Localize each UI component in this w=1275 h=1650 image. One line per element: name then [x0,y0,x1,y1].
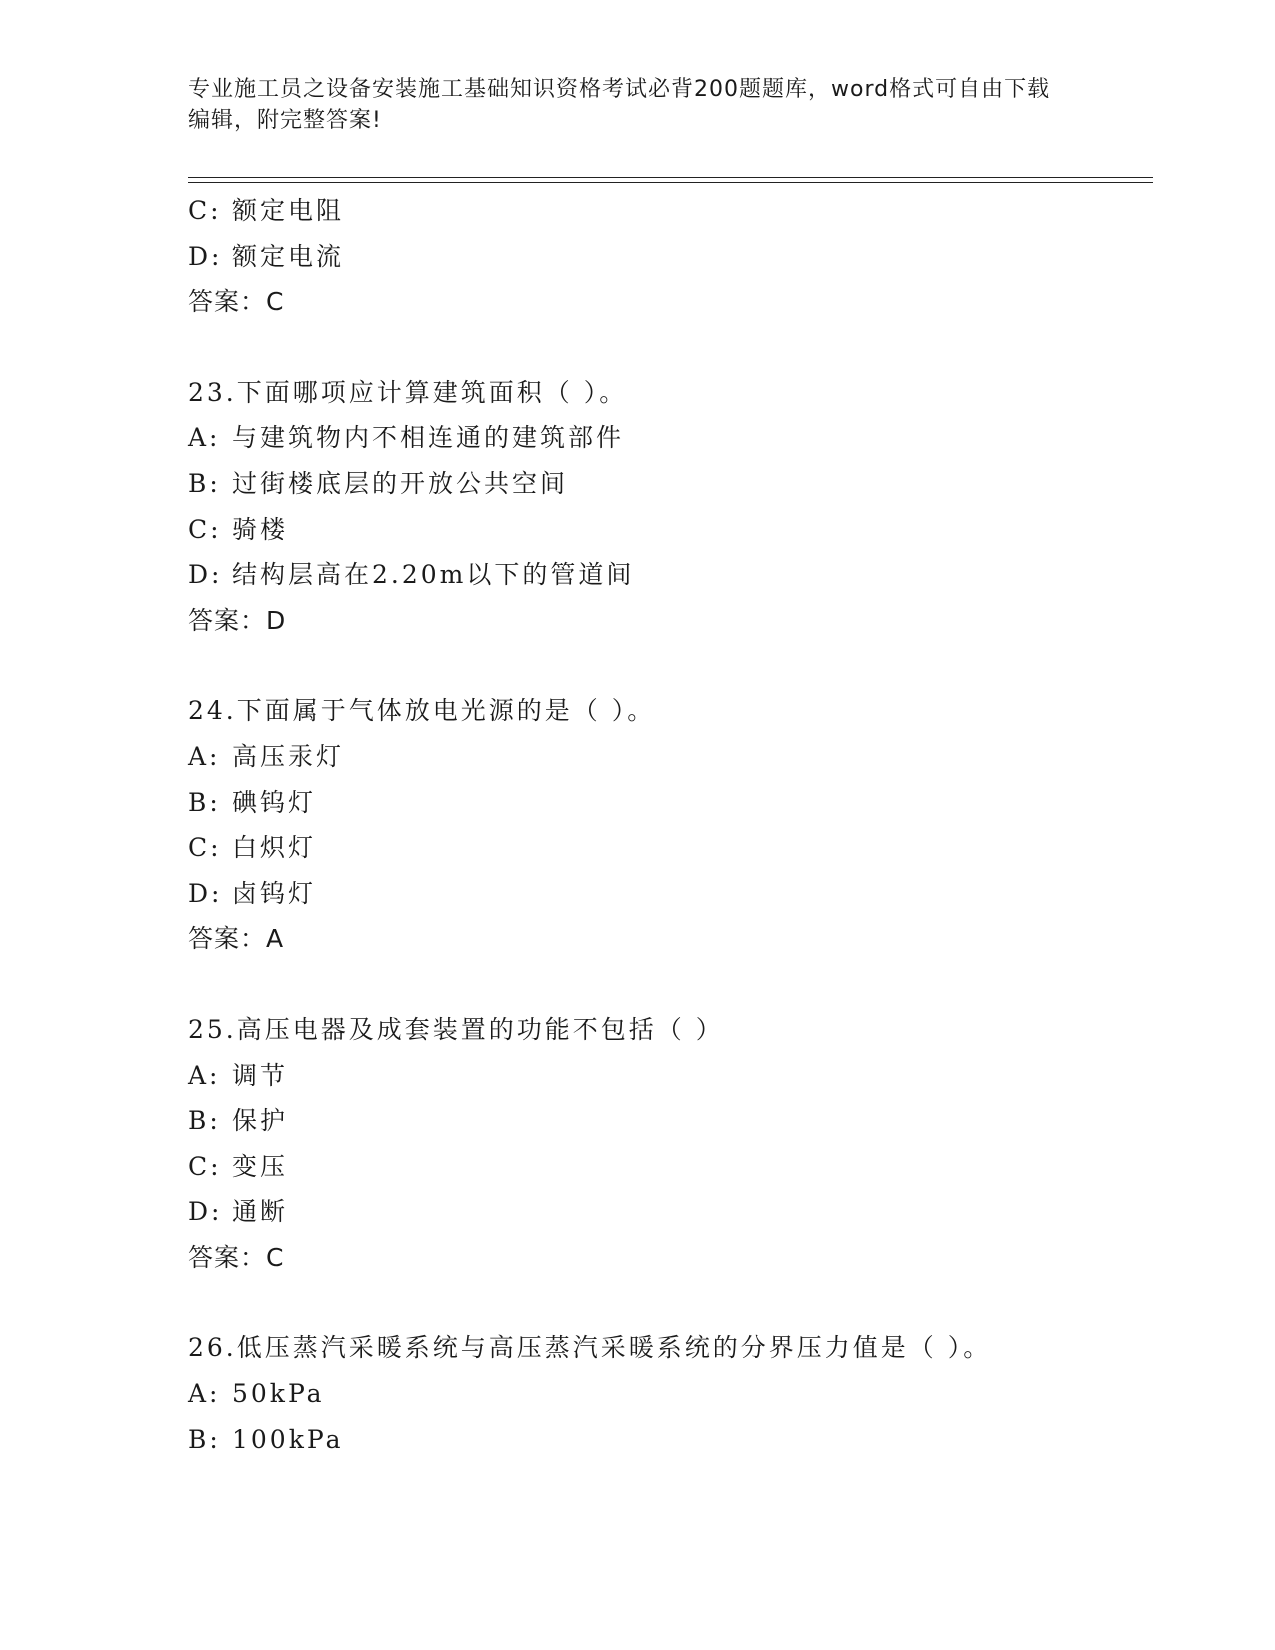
question-stem: 23.下面哪项应计算建筑面积（ ）。 [188,377,628,407]
option-label: C: [188,833,222,863]
option-text: 额定电阻 [232,196,345,225]
header-divider-top [188,177,1153,178]
option-label: D: [188,878,223,908]
header-title: 专业施工员之设备安装施工基础知识资格考试必背200题题库，word格式可自由下载编辑，附完整答案! [188,77,1051,133]
option-c [188,507,1148,553]
option-label: B: [188,787,221,817]
option-a [188,415,1148,461]
question-stem: 25.高压电器及成套装置的功能不包括（ ） [188,1014,724,1044]
option-a [188,1371,1148,1417]
question-list [188,188,1148,1462]
option-text: 额定电流 [232,241,345,271]
option-text: 变压 [232,1151,289,1181]
option-label: B: [188,1106,221,1136]
option-b [188,1417,1148,1463]
answer: 答案：D [188,605,287,635]
option-text: 100kPa [232,1424,344,1454]
option-label: A: [188,423,221,453]
option-d [188,871,1148,917]
option-text: 保护 [232,1106,289,1136]
answer: 答案：C [188,1242,285,1272]
answer: 答案：A [188,924,285,954]
spacer [188,325,1148,370]
option-text: 通断 [232,1197,289,1227]
question-23 [188,370,1148,644]
option-d [188,234,1148,280]
option-b [188,1098,1148,1144]
option-text: 白炽灯 [232,833,317,863]
option-text: 50kPa [232,1379,325,1409]
option-text: 与建筑物内不相连通的建筑部件 [232,423,625,453]
answer: 答案：C [188,287,285,317]
document-header [188,74,1068,136]
option-c [188,1144,1148,1190]
spacer [188,643,1148,688]
option-label: A: [188,741,221,771]
option-label: D: [188,1197,223,1227]
option-label: A: [188,1379,221,1409]
option-text: 高压汞灯 [232,741,345,771]
option-d [188,552,1148,598]
option-b [188,461,1148,507]
option-b [188,780,1148,826]
question-24 [188,688,1148,962]
spacer [188,962,1148,1007]
question-continuation [188,188,1148,325]
option-c [188,825,1148,871]
question-stem: 26.低压蒸汽采暖系统与高压蒸汽采暖系统的分界压力值是（ ）。 [188,1333,992,1363]
question-26 [188,1325,1148,1462]
option-text: 卤钨灯 [232,878,317,908]
option-text: 骑楼 [232,514,289,544]
option-text: 结构层高在2.20m以下的管道间 [232,560,635,590]
option-a [188,1053,1148,1099]
option-label: A: [188,1060,221,1090]
option-text: 过街楼底层的开放公共空间 [232,468,569,498]
option-label: C: [188,514,222,544]
option-a [188,734,1148,780]
spacer [188,1280,1148,1325]
option-label: B: [188,468,221,498]
option-label: B: [188,1424,221,1454]
option-c [188,188,1148,234]
option-label: D: [188,560,223,590]
option-text: 调节 [232,1060,289,1090]
option-label: C: [188,1151,222,1181]
question-stem: 24.下面属于气体放电光源的是（ ）。 [188,696,656,726]
option-label: D: [188,241,223,271]
option-d [188,1189,1148,1235]
option-text: 碘钨灯 [232,787,317,817]
question-25 [188,1007,1148,1281]
option-label: C: [188,196,222,225]
header-divider-bottom [188,182,1153,183]
